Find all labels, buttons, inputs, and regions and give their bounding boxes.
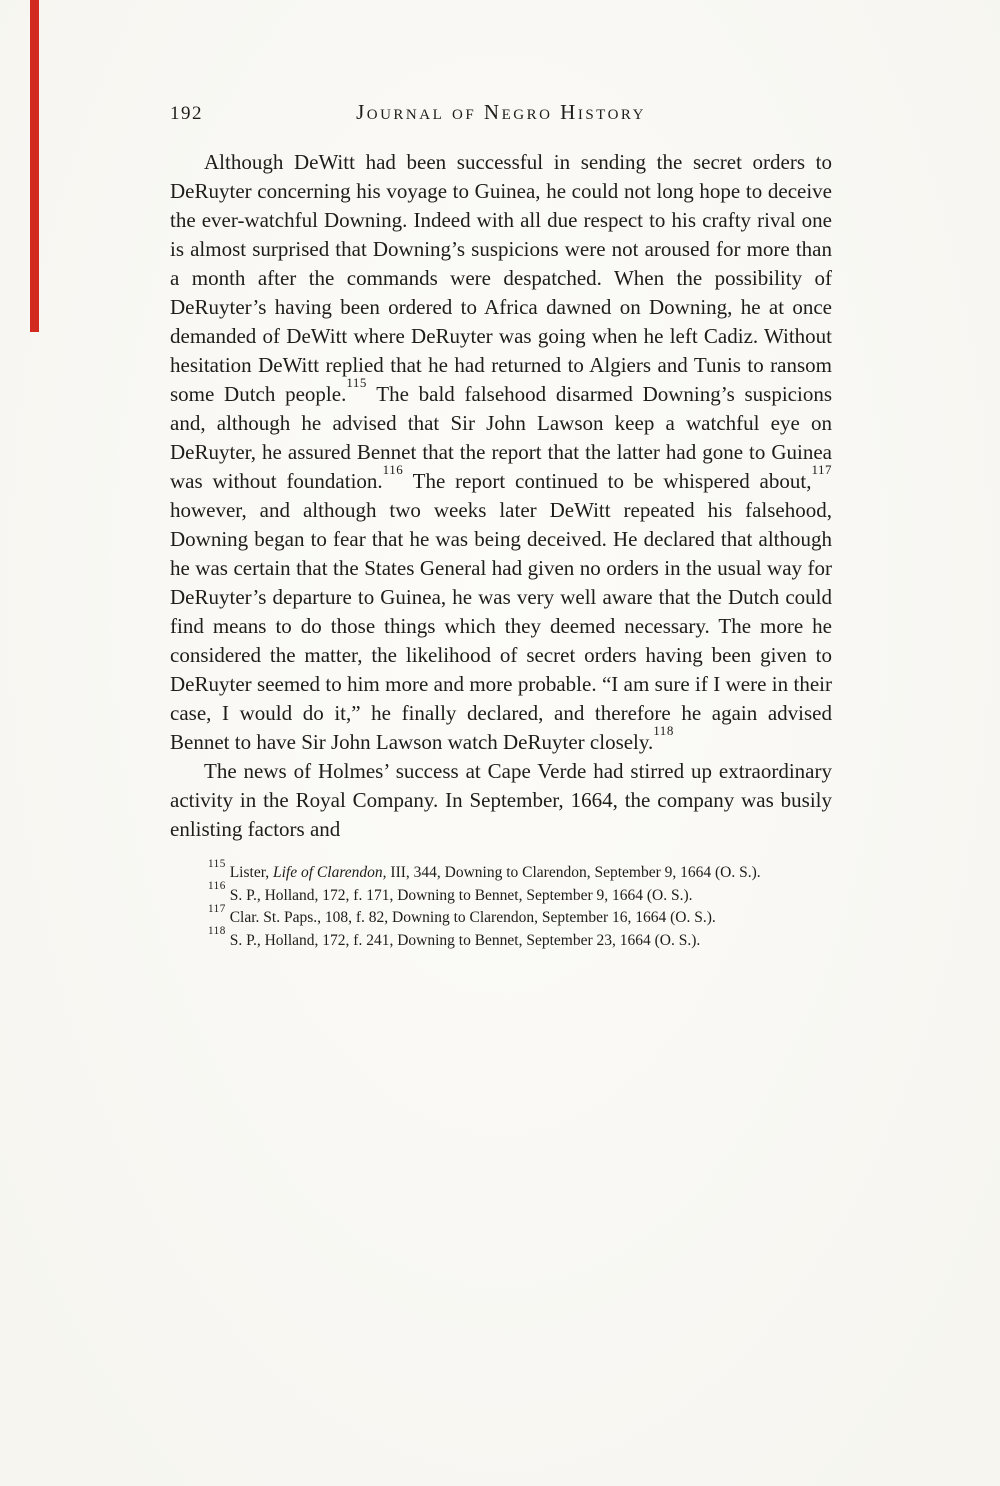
footnote-ref: 115: [208, 857, 226, 870]
footnote: $^{116}$ S. P., Holland, 172, f. 171, Downing to Bennet, September 9, 1664 (O. S.).: [208, 880, 693, 904]
footnote-ref: 115: [346, 375, 367, 391]
page-header: [170, 100, 832, 136]
footnote: $^{118}$ S. P., Holland, 172, f. 241, Downing to Bennet, September 23, 1664 (O. S.).: [208, 925, 701, 949]
italic-text: Life of Clarendon,: [273, 864, 387, 881]
footnote-ref: 116: [382, 462, 404, 478]
footnote: $^{115}$ Lister, Life of Clarendon, III, 344, Downing to Clarendon, September 9, 1664 (O. S.).: [208, 857, 761, 881]
footnote: $^{117}$ Clar. St. Paps., 108, f. 82, Downing to Clarendon, September 16, 1664 (O. S.).: [208, 902, 716, 926]
footnote-ref: 118: [208, 925, 226, 938]
page-number: 192: [170, 103, 203, 124]
footnote-ref: 117: [208, 902, 226, 915]
scan-artifact-red-line: [30, 0, 39, 332]
paragraph: The news of Holmes’ success at Cape Verde had stirred up extraordinary activity in the Royal Company. In September, 1664, the company was busily enlisting factors and: [170, 759, 832, 841]
page-content: [170, 100, 832, 952]
body-paragraphs: [170, 148, 832, 844]
footnote-ref: 116: [208, 880, 226, 893]
footnotes: [170, 857, 832, 952]
running-title: Journal of Negro History: [356, 100, 646, 124]
footnote-ref: 118: [653, 723, 674, 739]
footnote-ref: 117: [811, 462, 832, 478]
paragraph: Although DeWitt had been successful in sending the secret orders to DeRuyter concerning his voyage to Guinea, he could not long hope to deceive the ever-watchful Downing. Indeed with all due respect to his crafty rival one is almost surprised that Downing’s suspicions were not aroused for more than a month after the commands were despatched. When the possibility of DeRuyter’s having been ordered to Africa dawned on Downing, he at once demanded of DeWitt where DeRuyter was going when he left Cadiz. Without hesitation DeWitt replied that he had returned to Algiers and Tunis to ransom some Dutch people.$^{115}$ The bald falsehood disarmed Downing’s suspicions and, although he advised that Sir John Lawson keep a watchful eye on DeRuyter, he assured Bennet that the report that the latter had gone to Guinea was without foundation.$^{116}$ The report continued to be whispered about,$^{117}$ however, and although two weeks later DeWitt repeated his falsehood, Downing began to fear that he was being deceived. He declared that although he was certain that the States General had given no orders in the usual way for DeRuyter’s departure to Guinea, he was very well aware that the Dutch could find means to do those things which they deemed necessary. The more he considered the matter, the likelihood of secret orders having been given to DeRuyter seemed to him more and more probable. “I am sure if I were in their case, I would do it,” he finally declared, and therefore he again advised Bennet to have Sir John Lawson watch DeRuyter closely.$^{118}$: [170, 150, 832, 754]
